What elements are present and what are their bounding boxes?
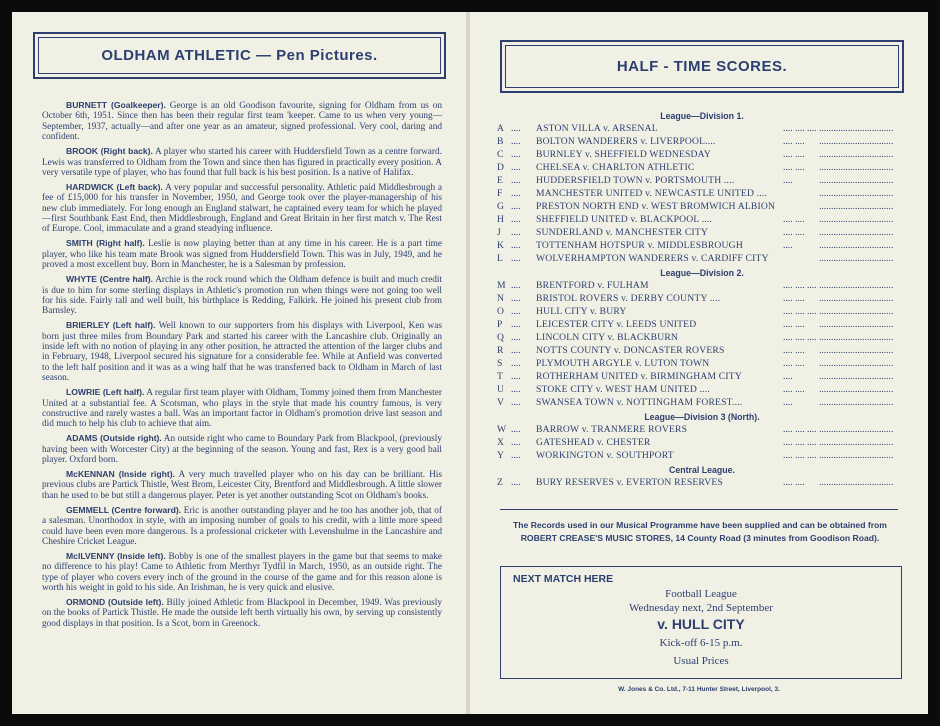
match-row (497, 187, 907, 200)
player-bio-text: A player who started his career with Huddersfield Town as a centre forward. Lewis was transferred to Oldham from the Town and since then has figured in practically every position. A very versatile type of player, who has found that full back is his best position. Is a native of Halifax. (42, 147, 443, 178)
player-bio-text: A very much travelled player who on his day can be brilliant. His previous clubs are Partick Thistle, West Brom, Leicester City, Brentford and Middlesbrough. A little slower than he used to be but still a dangerous player. Peter is yet another outstanding Scot on Oldham's books. (42, 470, 443, 501)
divider (500, 509, 898, 510)
match-teams: MANCHESTER UNITED v. NEWCASTLE UNITED .... (536, 188, 768, 199)
player-bio-text: George is an old Goodison favourite, signing for Oldham from us on October 6th, 1951. Since then has been their regular first team 'keeper. Came to us when very young—September, 1937, actually—and after one year as an amateur, signed professional. Very cool, daring and confident. (42, 101, 442, 143)
next-match-date: Wednesday next, 2nd September (629, 602, 773, 614)
trailing-dots: .... .... .... (783, 306, 817, 317)
score-line: ............................... (819, 384, 894, 395)
pen-pictures-title-box (33, 32, 446, 79)
match-teams: WOLVERHAMPTON WANDERERS v. CARDIFF CITY (536, 253, 769, 264)
match-row (497, 423, 907, 436)
player-bio (42, 146, 442, 178)
match-letter: J (497, 227, 501, 238)
score-line: ............................... (819, 240, 894, 251)
trailing-dots: .... .... (783, 293, 805, 304)
row-leader: .... (511, 424, 521, 435)
match-letter: W (497, 424, 507, 435)
score-line: ............................... (819, 253, 894, 264)
row-leader: .... (511, 358, 521, 369)
match-row (497, 174, 907, 187)
trailing-dots: .... (783, 371, 793, 382)
half-time-title: HALF - TIME SCORES. (505, 45, 899, 88)
match-row (497, 135, 907, 148)
player-bio (42, 320, 442, 383)
match-row (497, 305, 907, 318)
half-time-title-box (500, 40, 904, 93)
league-heading: League—Division 2. (660, 268, 744, 278)
player-bio (42, 100, 442, 143)
trailing-dots: .... (783, 175, 793, 186)
player-name: McKENNAN (Inside right). (66, 469, 175, 479)
match-letter: F (497, 188, 503, 199)
match-row (497, 148, 907, 161)
match-row (497, 357, 907, 370)
match-letter: C (497, 149, 504, 160)
pen-pictures-page (12, 12, 466, 714)
match-row (497, 476, 907, 489)
trailing-dots: .... .... .... (783, 424, 817, 435)
match-row (497, 436, 907, 449)
match-row (497, 213, 907, 226)
match-teams: PLYMOUTH ARGYLE v. LUTON TOWN (536, 358, 710, 369)
player-name: BURNETT (Goalkeeper). (66, 100, 166, 110)
match-row (497, 318, 907, 331)
match-letter: P (497, 319, 503, 330)
match-row (497, 239, 907, 252)
match-teams: BURNLEY v. SHEFFIELD WEDNESDAY (536, 149, 712, 160)
player-bio (42, 182, 442, 235)
printer-credit: W. Jones & Co. Ltd., 7-11 Hunter Street, Liverpool, 3. (618, 686, 780, 693)
row-leader: .... (511, 214, 521, 225)
match-teams: STOKE CITY v. WEST HAM UNITED .... (536, 384, 710, 395)
match-teams: SUNDERLAND v. MANCHESTER CITY (536, 227, 709, 238)
row-leader: .... (511, 149, 521, 160)
score-line: ............................... (819, 332, 894, 343)
row-leader: .... (511, 450, 521, 461)
match-teams: LEICESTER CITY v. LEEDS UNITED (536, 319, 697, 330)
player-name: BROOK (Right back). (66, 146, 153, 157)
player-bio (42, 387, 442, 430)
player-name: GEMMELL (Centre forward). (66, 504, 182, 515)
match-letter: Q (497, 332, 504, 343)
match-letter: V (497, 397, 504, 408)
player-bio-text: An outside right who came to Boundary Park from Blackpool, (previously having been with Worcester City) at the beginning of the season. Young and fast, Rex is a very good ball player. Oxford born. (42, 434, 442, 466)
league-heading: League—Division 1. (660, 111, 744, 121)
match-teams: NOTTS COUNTY v. DONCASTER ROVERS (536, 345, 725, 356)
score-line: ............................... (819, 136, 894, 147)
trailing-dots: .... .... .... (783, 123, 817, 134)
match-teams: BOLTON WANDERERS v. LIVERPOOL.... (536, 136, 716, 147)
match-teams: ROTHERHAM UNITED v. BIRMINGHAM CITY (536, 371, 742, 382)
next-match-box (500, 566, 902, 679)
match-row (497, 449, 907, 462)
trailing-dots: .... (783, 397, 793, 408)
match-letter: T (497, 371, 503, 382)
row-leader: .... (511, 371, 521, 382)
match-letter: R (497, 345, 504, 356)
row-leader: .... (511, 477, 521, 488)
match-letter: N (497, 293, 504, 304)
trailing-dots: .... .... (783, 384, 805, 395)
trailing-dots: .... .... (783, 358, 805, 369)
match-letter: L (497, 253, 503, 264)
match-letter: X (497, 437, 504, 448)
row-leader: .... (511, 188, 521, 199)
next-match-title: NEXT MATCH HERE (513, 573, 614, 585)
player-bio (42, 505, 442, 548)
row-leader: .... (511, 123, 521, 134)
match-teams: WORKINGTON v. SOUTHPORT (536, 450, 674, 461)
pen-pictures-title: OLDHAM ATHLETIC — Pen Pictures. (38, 37, 441, 74)
trailing-dots: .... .... .... (783, 450, 817, 461)
score-line: ............................... (819, 175, 894, 186)
match-letter: H (497, 214, 504, 225)
match-letter: A (497, 123, 504, 134)
player-name: McILVENNY (Inside left). (66, 550, 166, 561)
score-line: ............................... (819, 280, 894, 291)
match-letter: S (497, 358, 503, 369)
player-bio-text: Well known to our supporters from his displays with Liverpool, Ken was born just three miles from Boundary Park and started his career with the Lancashire club. Originally an inside left with no notion of playing in any other position, he attracted the attention of the larger clubs and in February, 1948, Liverpool secured his signature for a considerable fee. While at Anfield was converted to the left half position and it was as a wing half that he was transferred back to Oldham in March of last season. (42, 321, 442, 384)
player-bio (42, 433, 442, 465)
match-letter: M (497, 280, 506, 291)
score-line: ............................... (819, 306, 894, 317)
score-line: ............................... (819, 437, 894, 448)
score-line: ............................... (819, 227, 894, 238)
match-teams: TOTTENHAM HOTSPUR v. MIDDLESBROUGH (536, 240, 743, 251)
trailing-dots: .... (783, 240, 793, 251)
trailing-dots: .... .... (783, 149, 805, 160)
trailing-dots: .... .... .... (783, 332, 817, 343)
match-teams: PRESTON NORTH END v. WEST BROMWICH ALBION (536, 201, 776, 212)
trailing-dots: .... .... (783, 214, 805, 225)
player-bio (42, 469, 442, 501)
score-line: ............................... (819, 371, 894, 382)
score-line: ............................... (819, 149, 894, 160)
row-leader: .... (511, 175, 521, 186)
row-leader: .... (511, 397, 521, 408)
player-bio-text: Leslie is now playing better than at any time in his career. He is a part time player, who like his team mate Brook was signed from Huddersfield Town. This was in July, 1949, and he proved a most excellent buy. Born in Manchester, he is a Salesman by profession. (42, 239, 443, 271)
trailing-dots: .... .... (783, 227, 805, 238)
match-row (497, 292, 907, 305)
match-row (497, 161, 907, 174)
row-leader: .... (511, 136, 521, 147)
player-name: HARDWICK (Left back). (66, 181, 163, 192)
match-letter: O (497, 306, 504, 317)
player-name: BRIERLEY (Left half). (66, 320, 156, 331)
player-bio (42, 274, 442, 317)
match-letter: U (497, 384, 504, 395)
player-bio-text: A very popular and successful personality. Athletic paid Middlesbrough a fee of £15,000 for his transfer in November, 1950, and George took over the player-managership of his new club immediately. For long enough an England stalwart, he captained every team for which he played—first Southbank East End, then Middlesbrough, England and Great Britain in her first match v. The Rest of Europe. Cool, immaculate and a grand steadying influence. (42, 182, 443, 235)
row-leader: .... (511, 437, 521, 448)
row-leader: .... (511, 293, 521, 304)
next-match-kickoff: Kick-off 6-15 p.m. (659, 637, 743, 649)
score-line: ............................... (819, 358, 894, 369)
score-line: ............................... (819, 450, 894, 461)
league-heading: Central League. (669, 465, 735, 475)
score-line: ............................... (819, 477, 894, 488)
player-bio-text: A regular first team player with Oldham, Tommy joined them from Manchester United at a substantial fee. A Scotsman, who plays in the style that made his country famous, is very constructive and rarely wastes a ball. Was an important factor in Oldham's promotion drive last season and did much to help his club to achieve that aim. (42, 388, 442, 430)
match-letter: E (497, 175, 503, 186)
match-row (497, 396, 907, 409)
match-letter: Y (497, 450, 504, 461)
match-teams: CHELSEA v. CHARLTON ATHLETIC (536, 162, 695, 173)
row-leader: .... (511, 345, 521, 356)
match-teams: GATESHEAD v. CHESTER (536, 437, 651, 448)
player-name: ORMOND (Outside left). (66, 596, 164, 607)
match-row (497, 279, 907, 292)
score-line: ............................... (819, 319, 894, 330)
player-bios (42, 100, 442, 633)
trailing-dots: .... .... (783, 319, 805, 330)
match-letter: K (497, 240, 504, 251)
player-name: ADAMS (Outside right). (66, 433, 162, 444)
match-row (497, 331, 907, 344)
records-note: The Records used in our Musical Programme have been supplied and can be obtained from ROBERT CREASE'S MUSIC STORES, 14 County Road (3 minutes from Goodison Road). (513, 520, 887, 543)
player-bio-text: Archie is the rock round which the Oldham defence is built and much credit is due to him for some sterling displays in Athletic's promotion run when things were not going too well for his side. Fairly tall and well built, his birthplace is Redding, Falkirk. He joined his present club from Barnsley. (42, 275, 443, 317)
match-row (497, 370, 907, 383)
trailing-dots: .... .... (783, 345, 805, 356)
player-bio-text: Bobby is one of the smallest players in the game but that seems to make no difference to his play! Came to Athletic from Merthyr Tydfil in March, 1950, as an outside right. The type of player who covers every inch of the ground in the course of the game and for this reason alone is worth his weight in gold to his side. An Irishman, he is very quick and elusive. (42, 551, 442, 594)
next-match-opponent: v. HULL CITY (657, 616, 745, 632)
match-row (497, 383, 907, 396)
score-leagues (497, 108, 907, 489)
next-match-competition: Football League (665, 588, 737, 600)
match-row (497, 200, 907, 213)
score-line: ............................... (819, 123, 894, 134)
row-leader: .... (511, 227, 521, 238)
player-bio-text: Eric is another outstanding player and he too has another job, that of a salesman. Unorthodox in style, with an imposing number of goals to his credit, with a little more speed could have been even more dangerous. Is a professional cricketer with Levenshulme in the Lancashire and Cheshire Cricket League. (42, 505, 442, 547)
match-row (497, 344, 907, 357)
trailing-dots: .... .... (783, 162, 805, 173)
match-row (497, 252, 907, 265)
match-teams: BARROW v. TRANMERE ROVERS (536, 424, 688, 435)
player-name: LOWRIE (Left half). (66, 387, 145, 398)
score-line: ............................... (819, 345, 894, 356)
match-teams: ASTON VILLA v. ARSENAL (536, 123, 658, 134)
next-match-prices: Usual Prices (673, 655, 729, 667)
match-teams: HULL CITY v. BURY (536, 306, 627, 317)
row-leader: .... (511, 306, 521, 317)
trailing-dots: .... .... .... (783, 280, 817, 291)
match-teams: BURY RESERVES v. EVERTON RESERVES (536, 477, 723, 488)
player-bio-text: Billy joined Athletic from Blackpool in December, 1949. Was previously on the books of Partick Thistle. He made the outside left berth virtually his own, by serving up consistently good displays in that position. Is a Scot, born in Greenock. (42, 597, 443, 629)
row-leader: .... (511, 162, 521, 173)
row-leader: .... (511, 201, 521, 212)
match-teams: SHEFFIELD UNITED v. BLACKPOOL .... (536, 214, 713, 225)
match-teams: LINCOLN CITY v. BLACKBURN (536, 332, 679, 343)
row-leader: .... (511, 319, 521, 330)
row-leader: .... (511, 240, 521, 251)
score-line: ............................... (819, 293, 894, 304)
trailing-dots: .... .... (783, 477, 805, 488)
player-bio (42, 238, 442, 270)
match-teams: HUDDERSFIELD TOWN v. PORTSMOUTH .... (536, 175, 735, 186)
player-bio (42, 597, 442, 629)
match-row (497, 226, 907, 239)
row-leader: .... (511, 280, 521, 291)
score-line: ............................... (819, 188, 894, 199)
score-line: ............................... (819, 214, 894, 225)
match-teams: SWANSEA TOWN v. NOTTINGHAM FOREST.... (536, 397, 743, 408)
score-line: ............................... (819, 201, 894, 212)
player-name: SMITH (Right half). (66, 238, 145, 249)
row-leader: .... (511, 332, 521, 343)
score-line: ............................... (819, 424, 894, 435)
player-name: WHYTE (Centre half). (66, 274, 154, 285)
match-row (497, 122, 907, 135)
half-time-scores-page (470, 12, 928, 714)
row-leader: .... (511, 384, 521, 395)
score-line: ............................... (819, 397, 894, 408)
match-letter: D (497, 162, 504, 173)
match-teams: BRENTFORD v. FULHAM (536, 280, 649, 291)
trailing-dots: .... .... .... (783, 437, 817, 448)
match-letter: G (497, 201, 504, 212)
score-line: ............................... (819, 162, 894, 173)
match-letter: B (497, 136, 504, 147)
match-teams: BRISTOL ROVERS v. DERBY COUNTY .... (536, 293, 721, 304)
match-letter: Z (497, 477, 503, 488)
league-heading: League—Division 3 (North). (644, 412, 760, 422)
player-bio (42, 551, 442, 594)
trailing-dots: .... .... (783, 136, 805, 147)
row-leader: .... (511, 253, 521, 264)
